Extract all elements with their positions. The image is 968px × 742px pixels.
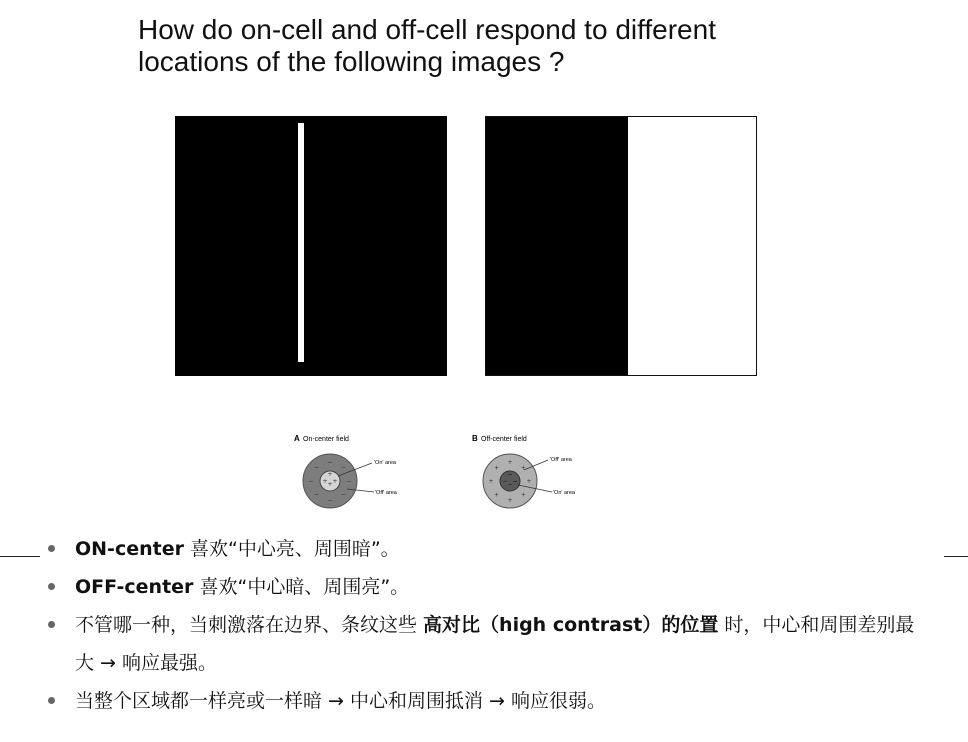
field-symbol: + [520,464,526,472]
term-high-contrast: 高对比（high contrast）的位置 [423,614,719,636]
off-area-label: 'Off' area [550,457,572,463]
field-symbol: − [314,464,320,472]
field-symbol: − [507,481,513,488]
on-area-label: 'On' area [553,490,575,496]
note-text: 当整个区域都一样亮或一样暗 → 中心和周围抵消 → 响应很弱。 [75,690,606,712]
divider-left [0,556,40,557]
question-text [138,14,858,78]
list-item [45,530,945,568]
field-symbol: − [327,459,333,466]
stimulus-edge [485,116,757,376]
term-on-center: ON-center [75,538,184,560]
term-off-center: OFF-center [75,576,194,598]
field-symbol: + [332,478,338,485]
field-symbol: − [340,491,346,499]
field-symbol: + [488,478,494,485]
list-item [45,682,945,720]
off-center-field-figure [470,430,620,520]
field-symbol: + [327,471,333,478]
field-symbol: − [507,471,513,478]
field-symbol: − [340,464,346,472]
field-symbol: + [507,497,513,504]
panel-a-letter: A [294,434,300,443]
on-center-field-figure [290,430,440,520]
field-symbol: + [494,491,500,499]
panel-a-title: On-center field [303,436,349,443]
list-item [45,606,925,682]
field-symbol: − [314,491,320,499]
off-area-label: 'Off' area [375,490,397,496]
note-text: 喜欢“中心亮、周围暗”。 [183,538,400,560]
panel-b-title: Off-center field [481,436,527,443]
field-symbol: − [327,497,333,504]
field-symbol: − [346,478,352,485]
stimulus-thin-bar [175,116,447,376]
note-text: 喜欢“中心暗、周围亮”。 [193,576,410,598]
divider-right [944,556,968,557]
field-symbol: − [502,478,508,485]
question-line-1: How do on-cell and off-cell respond to different [138,14,716,45]
field-symbol: − [512,478,518,485]
note-text: 不管哪一种，当刺激落在边界、条纹这些 [75,614,424,636]
field-symbol: − [308,478,314,485]
question-line-2: locations of the following images ? [138,46,565,77]
field-symbol: + [322,478,328,485]
on-area-label: 'On' area [374,460,396,466]
white-bar [298,123,304,362]
field-symbol: + [327,481,333,488]
field-symbol: + [526,478,532,485]
field-symbol: + [520,491,526,499]
panel-b-letter: B [472,434,478,443]
note-text: 时，中心和周围差别最大 → 响应最强。 [75,614,915,674]
list-item [45,568,945,606]
field-symbol: + [494,464,500,472]
dark-half [486,117,628,375]
notes-list [45,530,945,720]
field-symbol: + [507,459,513,466]
